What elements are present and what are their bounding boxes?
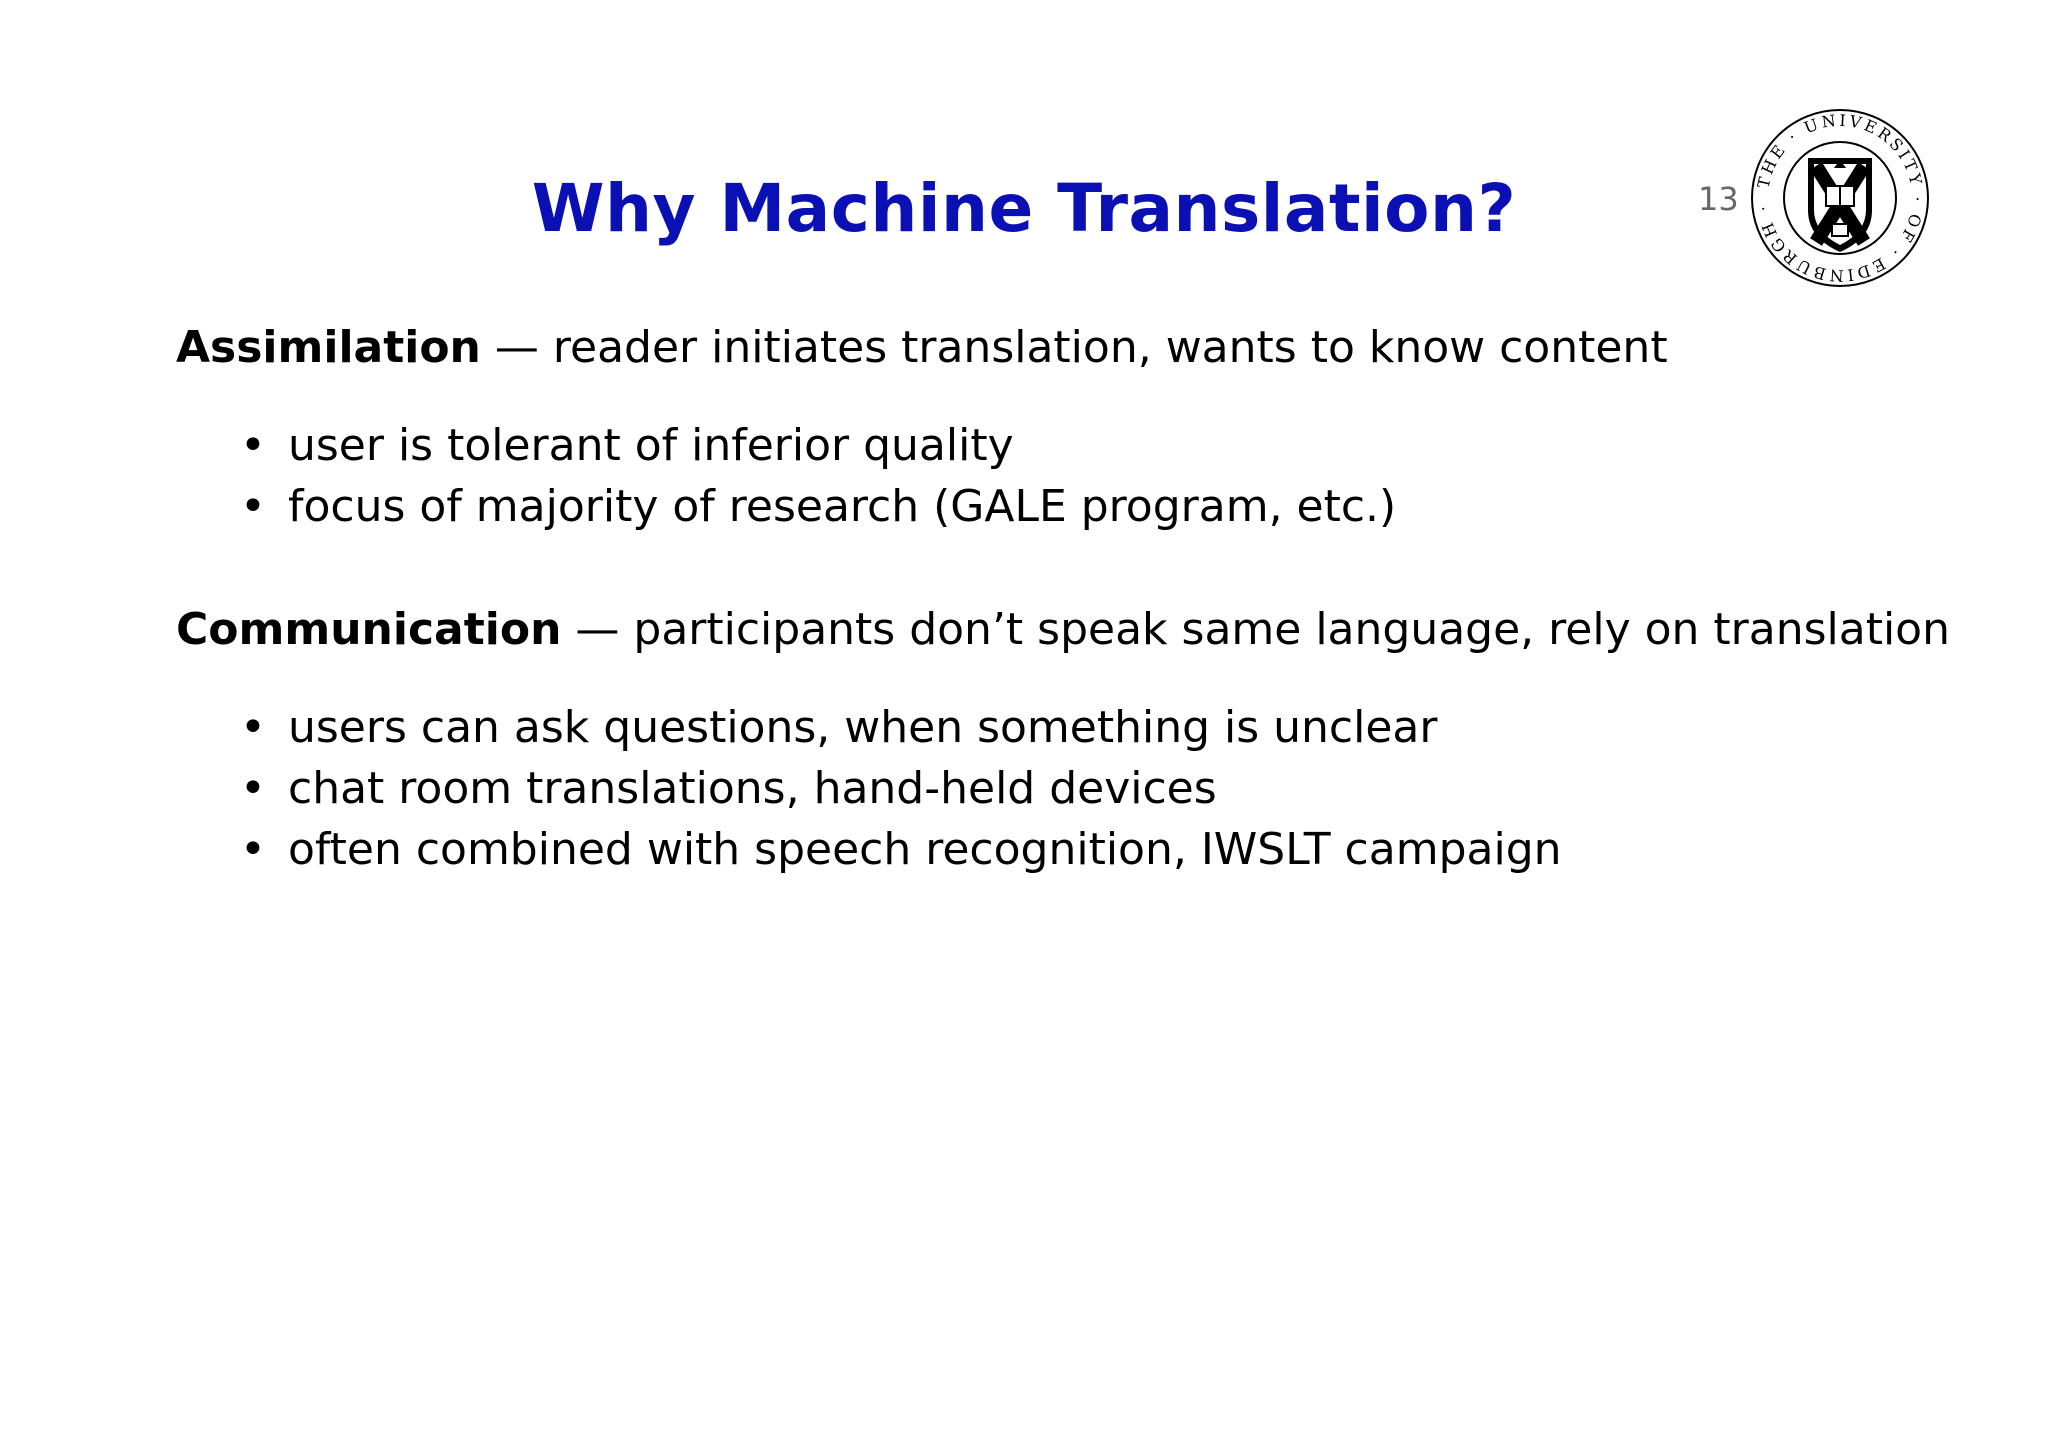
list-item (240, 476, 1396, 537)
communication-bullet-list (240, 697, 1562, 880)
list-item-text: user is tolerant of inferior quality (288, 420, 1014, 471)
list-item (240, 415, 1396, 476)
assimilation-bullet-list (240, 415, 1396, 537)
university-crest-logo (1744, 102, 1936, 294)
list-item-text: users can ask questions, when something is unclear (288, 702, 1438, 753)
bullet-icon: • (240, 481, 266, 532)
list-item-text: often combined with speech recognition, IWSLT campaign (288, 824, 1562, 875)
slide-title: Why Machine Translation? (531, 170, 1517, 247)
list-item (240, 697, 1562, 758)
list-item-text: focus of majority of research (GALE program, etc.) (288, 481, 1397, 532)
bullet-icon: • (240, 824, 266, 875)
bullet-icon: • (240, 702, 266, 753)
section-term: Assimilation (176, 322, 481, 373)
list-item (240, 819, 1562, 880)
bullet-icon: • (240, 420, 266, 471)
section-term: Communication (176, 604, 562, 655)
em-dash: — (494, 322, 539, 373)
bullet-icon: • (240, 763, 266, 814)
list-item-text: chat room translations, hand-held devices (288, 763, 1217, 814)
section-heading-communication (176, 604, 1950, 655)
section-description: participants don’t speak same language, rely on translation (633, 604, 1950, 655)
list-item (240, 758, 1562, 819)
svg-text:THE · UNIVERSITY · OF · EDINBU: THE · UNIVERSITY · OF · EDINBURGH · (1753, 110, 1928, 286)
em-dash: — (575, 604, 620, 655)
page-number: 13 (1698, 180, 1739, 218)
section-description: reader initiates translation, wants to know content (552, 322, 1668, 373)
section-heading-assimilation (176, 322, 1668, 373)
